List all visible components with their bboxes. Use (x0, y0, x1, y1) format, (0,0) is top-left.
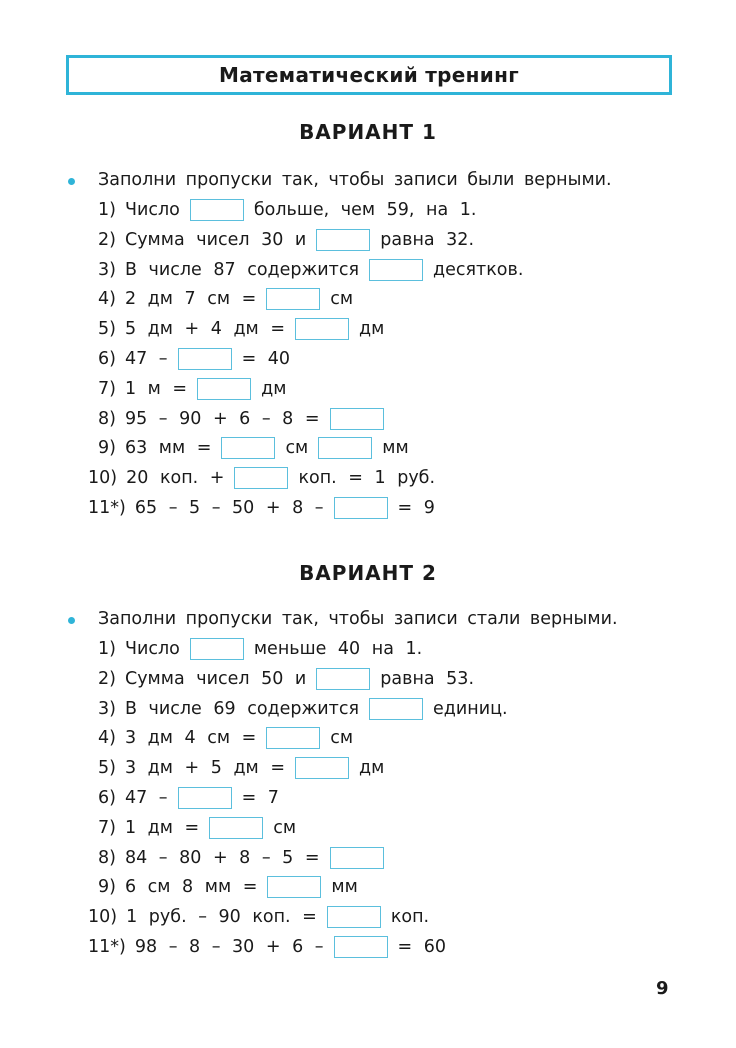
exercise-item (88, 465, 445, 491)
exercise-item (98, 785, 289, 811)
bullet-icon (68, 617, 75, 624)
item-number: 3) (98, 698, 116, 719)
item-text: дм (261, 378, 287, 399)
item-text: дм (358, 758, 385, 779)
answer-box[interactable] (197, 378, 251, 400)
item-number: 10) (88, 907, 118, 928)
item-number: 11*) (88, 937, 126, 957)
exercise-item (98, 815, 306, 841)
item-text: см (273, 817, 297, 838)
exercise-item (98, 666, 484, 692)
item-number: 3) (98, 259, 116, 280)
item-text: Число (124, 639, 180, 659)
variant-heading: ВАРИАНТ 2 (299, 561, 437, 585)
item-number: 5) (98, 319, 116, 340)
exercise-item (98, 286, 363, 312)
exercise-item (98, 435, 419, 461)
item-text: мм (331, 877, 358, 898)
item-text: = 40 (241, 349, 291, 369)
item-number: 6) (98, 788, 116, 808)
item-number: 2) (98, 668, 116, 689)
item-text: 3 дм 4 см = (124, 728, 257, 749)
item-number: 5) (98, 758, 116, 779)
item-number: 9) (98, 438, 116, 459)
exercise-item (88, 495, 445, 521)
item-text: = 9 (397, 498, 435, 518)
bullet-icon (68, 178, 75, 185)
item-text: В числе 69 содержится (124, 698, 360, 719)
answer-box[interactable] (209, 817, 263, 839)
item-text: см (330, 289, 354, 310)
exercise-item (88, 904, 439, 930)
item-text: 1 м = (124, 378, 188, 399)
answer-box[interactable] (178, 787, 232, 809)
item-text: Сумма чисел 30 и (124, 229, 307, 250)
item-text: мм (382, 438, 409, 459)
answer-box[interactable] (267, 876, 321, 898)
item-text: коп. (390, 907, 430, 928)
item-text: больше, чем 59, на 1. (253, 200, 477, 220)
item-text: В числе 87 содержится (124, 259, 360, 280)
item-text: десятков. (433, 259, 524, 280)
exercise-item (98, 316, 394, 342)
item-number: 2) (98, 229, 116, 250)
item-text: Сумма чисел 50 и (124, 668, 307, 689)
item-text: 65 – 5 – 50 + 8 – (134, 498, 324, 518)
item-text: 98 – 8 – 30 + 6 – (134, 937, 324, 957)
exercise-item (98, 227, 484, 253)
item-number: 10) (88, 468, 118, 489)
item-text: 63 мм = (124, 438, 212, 459)
exercise-item (98, 257, 533, 283)
item-text: см (285, 438, 309, 459)
item-text: 3 дм + 5 дм = (124, 758, 285, 779)
item-text: 47 – (124, 349, 168, 369)
answer-box[interactable] (266, 727, 320, 749)
answer-box[interactable] (178, 348, 232, 370)
item-text: 20 коп. + (126, 468, 225, 489)
answer-box[interactable] (334, 497, 388, 519)
answer-box[interactable] (295, 757, 349, 779)
item-number: 4) (98, 289, 116, 310)
page-title: Математический тренинг (219, 63, 519, 87)
exercise-item (88, 934, 456, 960)
exercise-item (98, 406, 394, 432)
item-text: равна 53. (380, 668, 475, 689)
item-text: коп. = 1 руб. (298, 468, 436, 489)
item-number: 1) (98, 639, 116, 659)
answer-box[interactable] (295, 318, 349, 340)
answer-box[interactable] (316, 229, 370, 251)
exercise-item (98, 197, 486, 223)
answer-box[interactable] (327, 906, 381, 928)
answer-box[interactable] (369, 259, 423, 281)
exercise-item (98, 376, 296, 402)
item-text: 1 руб. – 90 коп. = (126, 907, 317, 928)
item-text: = 7 (241, 788, 279, 808)
answer-box[interactable] (334, 936, 388, 958)
item-text: 84 – 80 + 8 – 5 = (124, 847, 320, 868)
answer-box[interactable] (266, 288, 320, 310)
answer-box[interactable] (316, 668, 370, 690)
item-text: 47 – (124, 788, 168, 808)
item-text: 1 дм = (124, 817, 200, 838)
page-title-box (66, 55, 672, 95)
item-number: 9) (98, 877, 116, 898)
exercise-item (98, 636, 432, 662)
item-text: 2 дм 7 см = (124, 289, 257, 310)
item-number: 6) (98, 349, 116, 369)
answer-box[interactable] (234, 467, 288, 489)
task-instruction: Заполни пропуски так, чтобы записи стали верными. (98, 609, 618, 629)
item-text: единиц. (433, 698, 508, 719)
answer-box[interactable] (221, 437, 275, 459)
item-text: Число (124, 200, 180, 220)
item-number: 1) (98, 200, 116, 220)
item-number: 8) (98, 847, 116, 868)
answer-box[interactable] (330, 847, 384, 869)
item-text: дм (358, 319, 385, 340)
item-text: равна 32. (380, 229, 475, 250)
item-number: 8) (98, 408, 116, 429)
exercise-item (98, 725, 363, 751)
exercise-item (98, 845, 394, 871)
page-number: 9 (656, 978, 669, 999)
answer-box[interactable] (318, 437, 372, 459)
item-number: 7) (98, 378, 116, 399)
item-number: 11*) (88, 498, 126, 518)
task-instruction: Заполни пропуски так, чтобы записи были верными. (98, 170, 612, 190)
item-text: 95 – 90 + 6 – 8 = (124, 408, 320, 429)
exercise-item (98, 755, 394, 781)
answer-box[interactable] (190, 638, 244, 660)
item-text: = 60 (397, 937, 447, 957)
exercise-item (98, 874, 368, 900)
answer-box[interactable] (330, 408, 384, 430)
exercise-item (98, 696, 518, 722)
item-text: меньше 40 на 1. (253, 639, 423, 659)
item-number: 7) (98, 817, 116, 838)
item-text: см (330, 728, 354, 749)
item-text: 6 см 8 мм = (124, 877, 258, 898)
answer-box[interactable] (190, 199, 244, 221)
exercise-item (98, 346, 300, 372)
item-number: 4) (98, 728, 116, 749)
answer-box[interactable] (369, 698, 423, 720)
variant-heading: ВАРИАНТ 1 (299, 120, 437, 144)
item-text: 5 дм + 4 дм = (124, 319, 285, 340)
